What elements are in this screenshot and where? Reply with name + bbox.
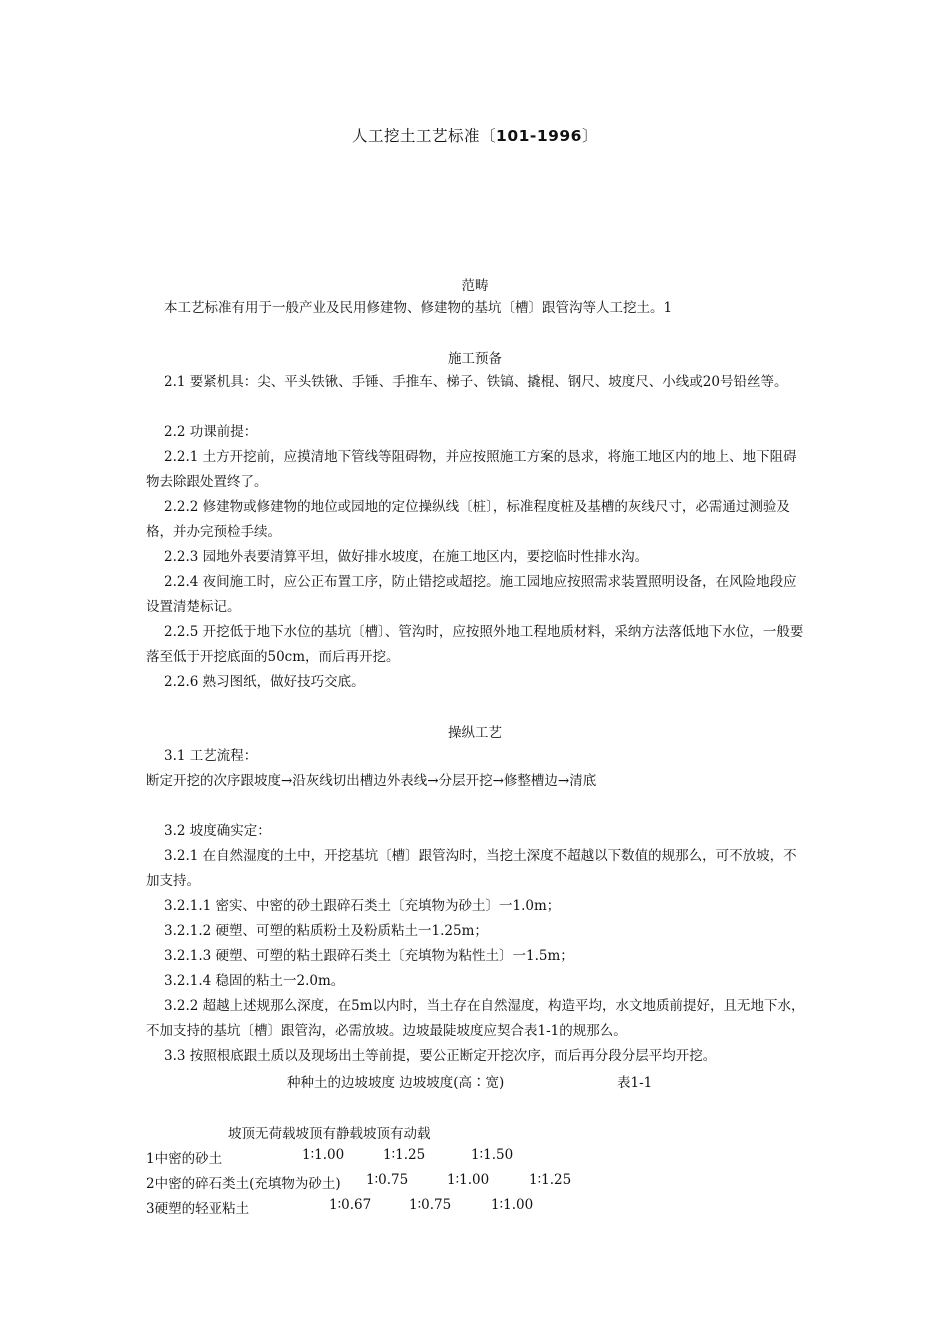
paragraph-3-2-2: 3.2.2 超越上述规那么深度，在5m以内时，当土存在自然湿度，构造平均，水文地质前提好，且无地下水，不加支持的基坑〔槽〕跟管沟，必需放坡。边坡最陡坡度应契合表1-1的规那么。: [146, 998, 805, 1039]
paragraph-3-2-1-2: 3.2.1.2 硬塑、可塑的粘质粉土及粉质粘土一1.25m；: [164, 923, 488, 939]
title-end: 〕: [581, 127, 598, 145]
section-heading-preparation: 施工预备: [448, 351, 502, 367]
paragraph-3-2: 3.2 坡度确实定：: [164, 823, 271, 839]
table-cell-no-load: 1∶0.67: [329, 1197, 372, 1213]
paragraph-2-2: 2.2 功课前提：: [164, 424, 258, 440]
document-title: [0, 124, 950, 146]
table-cell-soil: 2中密的碎石类土(充填物为砂土): [146, 1176, 341, 1192]
table-cell-static-load: 1∶0.75: [409, 1197, 452, 1213]
paragraph-3-3: 3.3 按照根底跟土质以及现场出土等前提，要公正断定开挖次序，而后再分段分层平均开挖。: [164, 1048, 717, 1064]
table-cell-dynamic-load: 1∶1.50: [471, 1147, 514, 1163]
table-cell-static-load: 1∶1.00: [447, 1172, 490, 1188]
table-label: 表1-1: [617, 1075, 653, 1091]
paragraph-3-2-1-4: 3.2.1.4 稳固的粘土一2.0m。: [164, 973, 345, 989]
paragraph-2-2-4: 2.2.4 夜间施工时，应公正布置工序，防止错挖或超挖。施工园地应按照需求装置照明设备，在风险地段应设置清楚标记。: [146, 574, 797, 615]
paragraph-3-2-1-1: 3.2.1.1 密实、中密的砂土跟碎石类土〔充填物为砂土〕一1.0m；: [164, 898, 561, 914]
table-cell-soil: 1中密的砂土: [146, 1151, 223, 1167]
paragraph-3-1: 3.1 工艺流程：: [164, 748, 258, 764]
table-cell-no-load: 1∶0.75: [366, 1172, 409, 1188]
table-caption: 种种土的边坡坡度 边坡坡度(高∶宽): [287, 1075, 505, 1091]
table-cell-dynamic-load: 1∶1.25: [529, 1172, 572, 1188]
process-flow: 断定开挖的次序跟坡度→沿灰线切出槽边外表线→分层开挖→修整槽边→清底: [146, 773, 597, 789]
title-code: 101-1996: [496, 127, 582, 145]
paragraph-2-2-2: 2.2.2 修建物或修建物的地位或园地的定位操纵线〔桩〕，标准程度桩及基槽的灰线尺寸，必需通过测验及格，并办完预检手续。: [146, 499, 790, 540]
title-text: 人工挖土工艺标准〔: [352, 127, 497, 145]
paragraph-2-2-3: 2.2.3 园地外表要清算平坦，做好排水坡度，在施工地区内，要挖临时性排水沟。: [164, 549, 649, 565]
paragraph-3-2-1-3: 3.2.1.3 硬塑、可塑的粘土跟碎石类土〔充填物为粘性土〕一1.5m；: [164, 948, 574, 964]
table-cell-soil: 3硬塑的轻亚粘土: [146, 1201, 250, 1217]
table-cell-static-load: 1∶1.25: [383, 1147, 426, 1163]
paragraph-2-1: 2.1 要紧机具：尖、平头铁锹、手锤、手推车、梯子、铁镐、撬棍、钢尺、坡度尺、小线或20号铅丝等。: [164, 374, 788, 390]
table-header: 坡顶无荷载坡顶有静载坡顶有动载: [228, 1126, 431, 1142]
table-cell-dynamic-load: 1∶1.00: [491, 1197, 534, 1213]
paragraph-2-2-1: 2.2.1 土方开挖前，应摸清地下管线等阻碍物，并应按照施工方案的恳求，将施工地区内的地上、地下阻碍物去除跟处置终了。: [146, 449, 797, 490]
paragraph-scope: 本工艺标准有用于一般产业及民用修建物、修建物的基坑〔槽〕跟管沟等人工挖土。1: [164, 300, 673, 316]
table-cell-no-load: 1∶1.00: [302, 1147, 345, 1163]
paragraph-2-2-6: 2.2.6 熟习图纸，做好技巧交底。: [164, 674, 365, 690]
paragraph-3-2-1: 3.2.1 在自然湿度的土中，开挖基坑〔槽〕跟管沟时，当挖土深度不超越以下数值的规那么，可不放坡，不加支持。: [146, 848, 797, 889]
section-heading-process: 操纵工艺: [448, 725, 502, 741]
paragraph-2-2-5: 2.2.5 开挖低于地下水位的基坑〔槽〕、管沟时，应按照外地工程地质材料，采纳方法落低地下水位，一般要落至低于开挖底面的50cm，而后再开挖。: [146, 624, 804, 665]
section-heading-scope: 范畴: [461, 278, 489, 294]
